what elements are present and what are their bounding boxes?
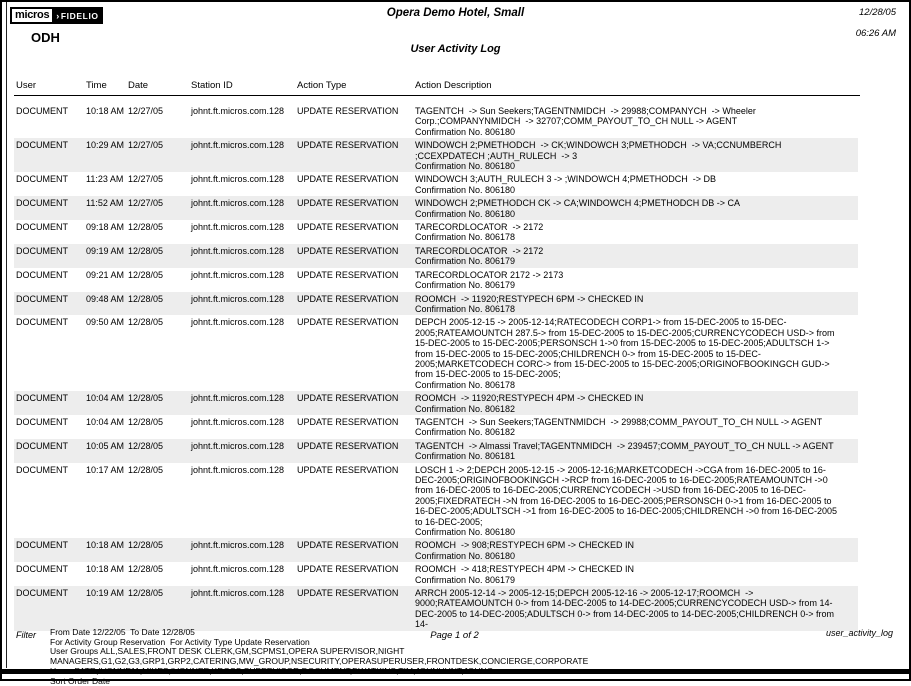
table-row bbox=[14, 538, 858, 562]
action-description-text: TAGENTCH -> Sun Seekers;TAGENTNMIDCH -> 29988;COMM_PAYOUT_TO_CH NULL -> AGENT bbox=[415, 416, 823, 427]
cell-date: 12/27/05 bbox=[128, 140, 164, 151]
cell-user: DOCUMENT bbox=[16, 269, 68, 280]
cell-user: DOCUMENT bbox=[16, 140, 68, 151]
cell-date: 12/28/05 bbox=[128, 317, 164, 328]
cell-date: 12/28/05 bbox=[128, 393, 164, 404]
table-header-rule bbox=[14, 95, 860, 96]
cell-station-id: johnt.ft.micros.com.128 bbox=[191, 540, 285, 551]
logo-arrow-icon: › bbox=[56, 10, 60, 21]
action-description-text: ROOMCH -> 418;RESTYPECH 4PM -> CHECKED IN bbox=[415, 564, 635, 575]
filter-line: Sort Order Date bbox=[50, 675, 110, 686]
cell-station-id: johnt.ft.micros.com.128 bbox=[191, 269, 285, 280]
hotel-name: Opera Demo Hotel, Small bbox=[386, 7, 525, 19]
cell-action-type: UPDATE RESERVATION bbox=[297, 588, 399, 599]
confirmation-number: Confirmation No. 806178 bbox=[415, 379, 516, 390]
cell-action-description bbox=[415, 246, 858, 267]
cell-action-description bbox=[415, 417, 858, 438]
cell-action-type: UPDATE RESERVATION bbox=[297, 293, 399, 304]
cell-station-id: johnt.ft.micros.com.128 bbox=[191, 440, 285, 451]
confirmation-number: Confirmation No. 806180 bbox=[415, 184, 516, 195]
cell-user: DOCUMENT bbox=[16, 198, 68, 209]
confirmation-number: Confirmation No. 806179 bbox=[415, 256, 516, 267]
table-row bbox=[14, 415, 858, 439]
cell-action-description bbox=[415, 174, 858, 195]
filter-line: From Date 12/22/05 To Date 12/28/05 bbox=[50, 627, 195, 637]
cell-station-id: johnt.ft.micros.com.128 bbox=[191, 293, 285, 304]
cell-station-id: johnt.ft.micros.com.128 bbox=[191, 140, 285, 151]
cell-time: 09:48 AM bbox=[86, 293, 125, 304]
cell-time: 09:21 AM bbox=[86, 269, 125, 280]
action-description-text: TARECORDLOCATOR -> 2172 bbox=[415, 245, 544, 256]
cell-time: 10:04 AM bbox=[86, 416, 125, 427]
micros-logo-text: micros bbox=[10, 7, 54, 24]
cell-user: DOCUMENT bbox=[16, 106, 68, 116]
table-row bbox=[14, 586, 858, 631]
cell-action-type: UPDATE RESERVATION bbox=[297, 245, 399, 256]
column-header-station: Station ID bbox=[191, 80, 233, 91]
action-description-text: ROOMCH -> 11920;RESTYPECH 4PM -> CHECKED IN bbox=[415, 393, 644, 404]
table-row bbox=[14, 244, 858, 268]
cell-station-id: johnt.ft.micros.com.128 bbox=[191, 393, 285, 404]
table-row bbox=[14, 292, 858, 316]
report-header bbox=[2, 2, 909, 80]
action-description-text: TARECORDLOCATOR 2172 -> 2173 bbox=[415, 269, 564, 280]
table-row bbox=[14, 196, 858, 220]
cell-action-type: UPDATE RESERVATION bbox=[297, 440, 399, 451]
cell-station-id: johnt.ft.micros.com.128 bbox=[191, 198, 285, 209]
action-description-text: LOSCH 1 -> 2;DEPCH 2005-12-15 -> 2005-12-16;MARKETCODECH ->CGA from 16-DEC-2005 to 16-DEC-2005;ORIGINOFBOOKINGCH ->RCP from 16-DEC-2005 to 16-DEC-2005;RATEAMOUNTCH ->0 from 16-DEC-2005 to 16-DEC-2005;CURRENCYCODECH ->USD from 16-DEC-2005 to 16-DEC-2005;FIXEDRATECH ->N from 16-DEC-2005 to 16-DEC-2005;PERSONSCH 0->1 from 16-DEC-2005 to 16-DEC-2005;ADULTSCH ->1 from 16-DEC-2005 to 16-DEC-2005;CHILDRENCH ->0 from 16-DEC-2005 to 16-DEC-2005; bbox=[415, 464, 840, 527]
footer-rule bbox=[2, 669, 909, 674]
cell-user: DOCUMENT bbox=[16, 393, 68, 404]
cell-action-description bbox=[415, 106, 858, 137]
print-time: 06:26 AM bbox=[855, 28, 896, 39]
report-footer bbox=[16, 628, 893, 686]
column-header-action-description: Action Description bbox=[415, 80, 492, 91]
cell-station-id: johnt.ft.micros.com.128 bbox=[191, 174, 285, 185]
action-description-text: TAGENTCH -> Almassi Travel;TAGENTNMIDCH -> 239457;COMM_PAYOUT_TO_CH NULL -> AGENT bbox=[415, 440, 834, 451]
cell-action-description bbox=[415, 270, 858, 291]
cell-time: 10:18 AM bbox=[86, 564, 125, 575]
cell-station-id: johnt.ft.micros.com.128 bbox=[191, 245, 285, 256]
cell-date: 12/27/05 bbox=[128, 106, 164, 116]
confirmation-number: Confirmation No. 806182 bbox=[415, 403, 516, 414]
cell-action-type: UPDATE RESERVATION bbox=[297, 564, 399, 575]
cell-date: 12/27/05 bbox=[128, 174, 164, 185]
cell-user: DOCUMENT bbox=[16, 317, 68, 328]
cell-time: 10:04 AM bbox=[86, 393, 125, 404]
confirmation-number: Confirmation No. 806180 bbox=[415, 527, 516, 538]
cell-action-description bbox=[415, 441, 858, 462]
cell-action-type: UPDATE RESERVATION bbox=[297, 540, 399, 551]
cell-action-description bbox=[415, 564, 858, 585]
action-description-text: WINDOWCH 3;AUTH_RULECH 3 -> ;WINDOWCH 4;PMETHODCH -> DB bbox=[415, 174, 717, 185]
cell-action-description bbox=[415, 222, 858, 243]
confirmation-number: Confirmation No. 806181 bbox=[415, 451, 516, 462]
action-description-text: WINDOWCH 2;PMETHODCH CK -> CA;WINDOWCH 4;PMETHODCH DB -> CA bbox=[415, 198, 741, 209]
cell-station-id: johnt.ft.micros.com.128 bbox=[191, 317, 285, 328]
report-file-name: user_activity_log bbox=[825, 628, 893, 638]
action-description-text: ROOMCH -> 11920;RESTYPECH 6PM -> CHECKED IN bbox=[415, 293, 644, 304]
cell-station-id: johnt.ft.micros.com.128 bbox=[191, 564, 285, 575]
table-row bbox=[14, 268, 858, 292]
page-title: User Activity Log bbox=[410, 43, 501, 55]
cell-time: 10:18 AM bbox=[86, 540, 125, 551]
confirmation-number: Confirmation No. 806180 bbox=[415, 208, 516, 219]
cell-date: 12/28/05 bbox=[128, 416, 164, 427]
cell-user: DOCUMENT bbox=[16, 174, 68, 185]
table-row bbox=[14, 562, 858, 586]
confirmation-number: Confirmation No. 806179 bbox=[415, 280, 516, 291]
cell-action-type: UPDATE RESERVATION bbox=[297, 106, 399, 116]
table-row bbox=[14, 439, 858, 463]
table-row bbox=[14, 315, 858, 391]
cell-time: 11:52 AM bbox=[86, 198, 124, 209]
cell-time: 10:29 AM bbox=[86, 140, 125, 151]
cell-action-type: UPDATE RESERVATION bbox=[297, 174, 399, 185]
table-row bbox=[14, 172, 858, 196]
cell-action-type: UPDATE RESERVATION bbox=[297, 198, 399, 209]
table-row bbox=[14, 220, 858, 244]
cell-action-type: UPDATE RESERVATION bbox=[297, 416, 399, 427]
cell-station-id: johnt.ft.micros.com.128 bbox=[191, 106, 285, 116]
cell-action-description bbox=[415, 588, 858, 630]
cell-station-id: johnt.ft.micros.com.128 bbox=[191, 464, 285, 475]
confirmation-number: Confirmation No. 806178 bbox=[415, 303, 516, 314]
action-description-text: DEPCH 2005-12-15 -> 2005-12-14;RATECODECH CORP1-> from 15-DEC-2005 to 15-DEC-2005;RATEAMOUNTCH 287.5-> from 15-DEC-2005 to 15-DEC-2005;CURRENCYCODECH USD-> from 15-DEC-2005 to 15-DEC-2005;PERSONSCH 1->0 from 15-DEC-2005 to 15-DEC-2005;ADULTSCH 1-> from 15-DEC-2005 to 15-DEC-2005;CHILDRENCH 0-> from 15-DEC-2005 to 15-DEC-2005;MARKETCODECH CORC-> from 15-DEC-2005 to 15-DEC-2005;ORIGINOFBOOKINGCH GUD-> from 15-DEC-2005 to 15-DEC-2005; bbox=[415, 317, 837, 380]
cell-user: DOCUMENT bbox=[16, 222, 68, 233]
cell-date: 12/28/05 bbox=[128, 464, 164, 475]
cell-user: DOCUMENT bbox=[16, 564, 68, 575]
cell-action-description bbox=[415, 393, 858, 414]
cell-date: 12/28/05 bbox=[128, 222, 164, 233]
cell-action-type: UPDATE RESERVATION bbox=[297, 269, 399, 280]
confirmation-number: Confirmation No. 806182 bbox=[415, 427, 516, 438]
table-row bbox=[14, 463, 858, 539]
cell-user: DOCUMENT bbox=[16, 440, 68, 451]
cell-time: 11:23 AM bbox=[86, 174, 124, 185]
filter-line: User Groups ALL,SALES,FRONT DESK CLERK,GM,SCPMS1,OPERA SUPERVISOR,NIGHT MANAGERS,G1,G2,G3,GRP1,GRP2,CATERING,MW_GROUP,NSECURITY,OPERASUPERUSER,FRONTDESK,CONCIERGE,CORPORATE bbox=[50, 646, 589, 667]
cell-time: 10:19 AM bbox=[86, 588, 125, 599]
cell-station-id: johnt.ft.micros.com.128 bbox=[191, 416, 285, 427]
table-row bbox=[14, 104, 858, 138]
action-description-text: WINDOWCH 2;PMETHODCH -> CK;WINDOWCH 3;PMETHODCH -> VA;CCNUMBERCH ;CCEXPDATECH ;AUTH_RULECH -> 3 bbox=[415, 140, 784, 161]
cell-date: 12/28/05 bbox=[128, 564, 164, 575]
property-code: ODH bbox=[31, 30, 60, 45]
action-description-text: ARRCH 2005-12-14 -> 2005-12-15;DEPCH 2005-12-16 -> 2005-12-17;ROOMCH -> 9000;RATEAMOUNTCH 0-> from 14-DEC-2005 to 14-DEC-2005;CURRENCYCODECH USD-> from 14-DEC-2005 to 14-DEC-2005;ADULTSCH 0-> from 14-DEC-2005 to 14-DEC-2005;CHILDRENCH 0-> from 14- bbox=[415, 588, 837, 630]
cell-user: DOCUMENT bbox=[16, 416, 68, 427]
confirmation-number: Confirmation No. 806179 bbox=[415, 574, 516, 585]
column-header-date: Date bbox=[128, 80, 149, 91]
confirmation-number: Confirmation No. 806180 bbox=[415, 550, 516, 561]
cell-action-description bbox=[415, 198, 858, 219]
column-header-action-type: Action Type bbox=[297, 80, 347, 91]
column-header-user: User bbox=[16, 80, 37, 91]
cell-action-description bbox=[415, 140, 858, 171]
action-description-text: TARECORDLOCATOR -> 2172 bbox=[415, 222, 544, 233]
action-description-text: TAGENTCH -> Sun Seekers;TAGENTNMIDCH -> 29988;COMPANYCH -> Wheeler Corp.;COMPANYNMIDCH -> 32707;COMM_PAYOUT_TO_CH NULL -> AGENT bbox=[415, 106, 759, 127]
cell-action-description bbox=[415, 294, 858, 315]
cell-date: 12/28/05 bbox=[128, 440, 164, 451]
page-frame-inner-line bbox=[6, 2, 7, 668]
filter-line: For Activity Group Reservation For Activity Type Update Reservation bbox=[50, 636, 310, 647]
cell-station-id: johnt.ft.micros.com.128 bbox=[191, 588, 285, 599]
cell-date: 12/27/05 bbox=[128, 198, 164, 209]
cell-user: DOCUMENT bbox=[16, 245, 68, 256]
column-header-time: Time bbox=[86, 80, 107, 91]
cell-user: DOCUMENT bbox=[16, 293, 68, 304]
cell-user: DOCUMENT bbox=[16, 588, 68, 599]
cell-user: DOCUMENT bbox=[16, 540, 68, 551]
action-description-text: ROOMCH -> 908;RESTYPECH 6PM -> CHECKED IN bbox=[415, 540, 635, 551]
cell-time: 09:18 AM bbox=[86, 222, 125, 233]
cell-action-type: UPDATE RESERVATION bbox=[297, 393, 399, 404]
table-row bbox=[14, 138, 858, 172]
cell-date: 12/28/05 bbox=[128, 540, 164, 551]
fidelio-logo-text: FIDELIO bbox=[60, 10, 99, 21]
cell-time: 09:50 AM bbox=[86, 317, 125, 328]
cell-time: 10:05 AM bbox=[86, 440, 125, 451]
cell-action-type: UPDATE RESERVATION bbox=[297, 222, 399, 233]
page-number: Page 1 of 2 bbox=[430, 630, 479, 641]
cell-action-description bbox=[415, 317, 858, 390]
cell-date: 12/28/05 bbox=[128, 293, 164, 304]
cell-action-description bbox=[415, 540, 858, 561]
confirmation-number: Confirmation No. 806178 bbox=[415, 232, 516, 243]
cell-action-type: UPDATE RESERVATION bbox=[297, 140, 399, 151]
cell-action-type: UPDATE RESERVATION bbox=[297, 317, 399, 328]
cell-date: 12/28/05 bbox=[128, 269, 164, 280]
cell-date: 12/28/05 bbox=[128, 588, 164, 599]
confirmation-number: Confirmation No. 806180 bbox=[415, 161, 516, 172]
table-row bbox=[14, 391, 858, 415]
cell-time: 09:19 AM bbox=[86, 245, 125, 256]
cell-time: 10:18 AM bbox=[86, 106, 125, 116]
cell-time: 10:17 AM bbox=[86, 464, 125, 475]
confirmation-number: Confirmation No. 806180 bbox=[415, 126, 516, 137]
print-date: 12/28/05 bbox=[859, 7, 896, 18]
cell-action-type: UPDATE RESERVATION bbox=[297, 464, 399, 475]
cell-date: 12/28/05 bbox=[128, 245, 164, 256]
cell-action-description bbox=[415, 465, 858, 538]
cell-user: DOCUMENT bbox=[16, 464, 68, 475]
cell-station-id: johnt.ft.micros.com.128 bbox=[191, 222, 285, 233]
table-header-row bbox=[14, 80, 860, 91]
table-body bbox=[14, 104, 858, 630]
filter-label: Filter bbox=[16, 630, 36, 640]
